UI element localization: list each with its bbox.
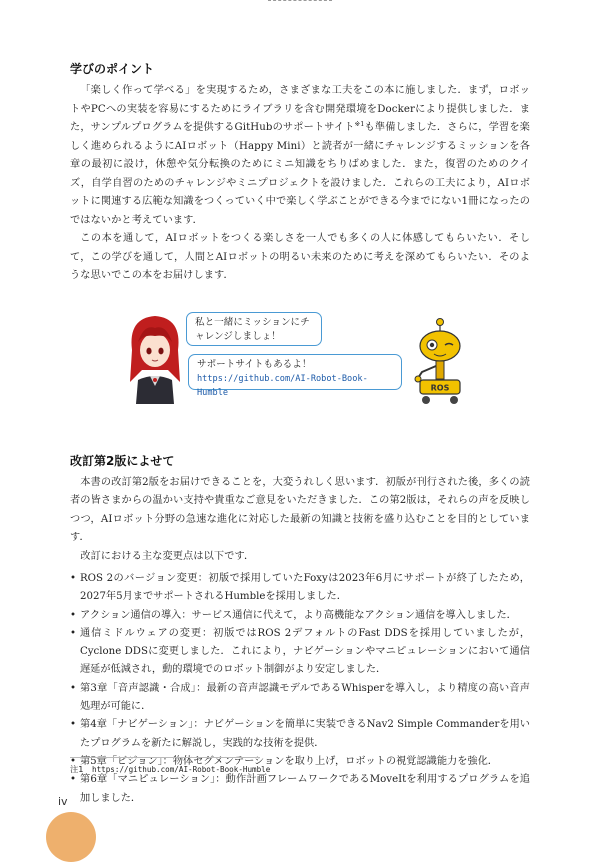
page-corner-tab [46,812,96,862]
bubble-text: サポートサイトもあるよ！ [197,358,312,370]
paragraph-learning-points-2: この本を通して，AIロボットをつくる楽しさを一人でも多くの人に体感してもらいたい．そして，この学びを通して，人間とAIロボットの明るい未来のために考えを深めてもらいたい．そのような思いでこの本をお届けします． [70,233,530,281]
list-item: • 通信ミドルウェアの変更：初版ではROS 2デフォルトのFast DDSを採用していましたが，Cyclone DDSに変更しました．これにより，ナビゲーションやマニピュレーションにおいて通信遅延が低減され，動的環境でのロボット制御がより安定しました． [70,625,530,680]
red-haired-character-image [122,310,188,404]
paragraph-second-edition-2: 改訂における主な変更点は以下です． [80,550,255,562]
list-item: • アクション通信の導入：サービス通信に代えて，より高機能なアクション通信を導入しました． [70,607,530,625]
bubble-text: 私と一緒にミッションにチャレンジしましょ！ [195,316,310,342]
top-crop-mark [268,0,332,3]
page-number: iv [58,795,68,808]
footnote-label: 注1 [70,764,84,774]
section-heading-learning-points: 学びのポイント [70,62,155,76]
speech-bubble-robot [188,354,402,398]
mascot-illustration [70,304,530,414]
list-item: • ROS 2のバージョン変更：初版で採用していたFoxyは2023年6月にサポートが終了したため，2027年5月までサポートされるHumbleを採用しました． [70,570,530,607]
page-content [70,60,530,808]
robot-label: ROS [430,383,450,392]
list-item: • 第5章「ビジョン」：物体セグメンテーションを取り上げ，ロボットの視覚認識能力を強化． [70,753,530,771]
footnote-divider [70,757,260,758]
footnote-marker[interactable]: ※1 [354,120,365,128]
speech-bubble-character [186,312,322,346]
section-heading-second-edition: 改訂第2版によせて [70,453,175,468]
support-site-link[interactable]: https://github.com/AI-Robot-Book-Humble [197,373,368,398]
yellow-robot-image [410,316,470,406]
paragraph-second-edition-1: 本書の改訂第2版をお届けできることを，大変うれしく思います．初版が刊行された後，多くの読者の皆さまからの温かい支持や貴重なご意見をいただきました．この第2版は，それらの声を反映しつつ，AIロボット分野の急速な進化に対応した最新の知識と技術を盛り込むことを目的としています． [70,476,530,543]
list-item: • 第6章「マニピュレーション」：動作計画フレームワークであるMoveItを利用するプログラムを追加しました． [70,771,530,808]
footnote [70,764,270,775]
paragraph-text: も準備しました．さらに，学習を楽しく進められるようにAIロボット（Happy Mini）と読者が一緒にチャレンジするミッションを各章の最初に設け，休憩や気分転換のためにミニ知識をちりばめました．また，復習のためのクイズ，自学自習のためのチャレンジやミニプロジェクトを設けました．これらの工夫により，AIロボットに関連する広範な知識をつくっていく中で楽しく学ぶことができる今までにない1冊になったのではないかと考えています． [70,122,530,226]
paragraph-learning-points-1 [70,82,530,230]
footnote-link[interactable]: https://github.com/AI-Robot-Book-Humble [92,765,271,774]
list-item: • 第4章「ナビゲーション」：ナビゲーションを簡単に実装できるNav2 Simple Commanderを用いたプログラムを新たに解説し，実践的な技術を提供． [70,716,530,753]
list-item: • 第3章「音声認識・合成」：最新の音声認識モデルであるWhisperを導入し，より精度の高い音声処理が可能に． [70,680,530,717]
paragraph-text: 「楽しく作って学べる」を実現するため，さまざまな工夫をこの本に施しました．まず，ロボットやPCへの実装を容易にするためにライブラリを含む開発環境をDockerにより提供しました．また，サンプルプログラムを提供するGitHubのサポートサイト [70,85,530,133]
